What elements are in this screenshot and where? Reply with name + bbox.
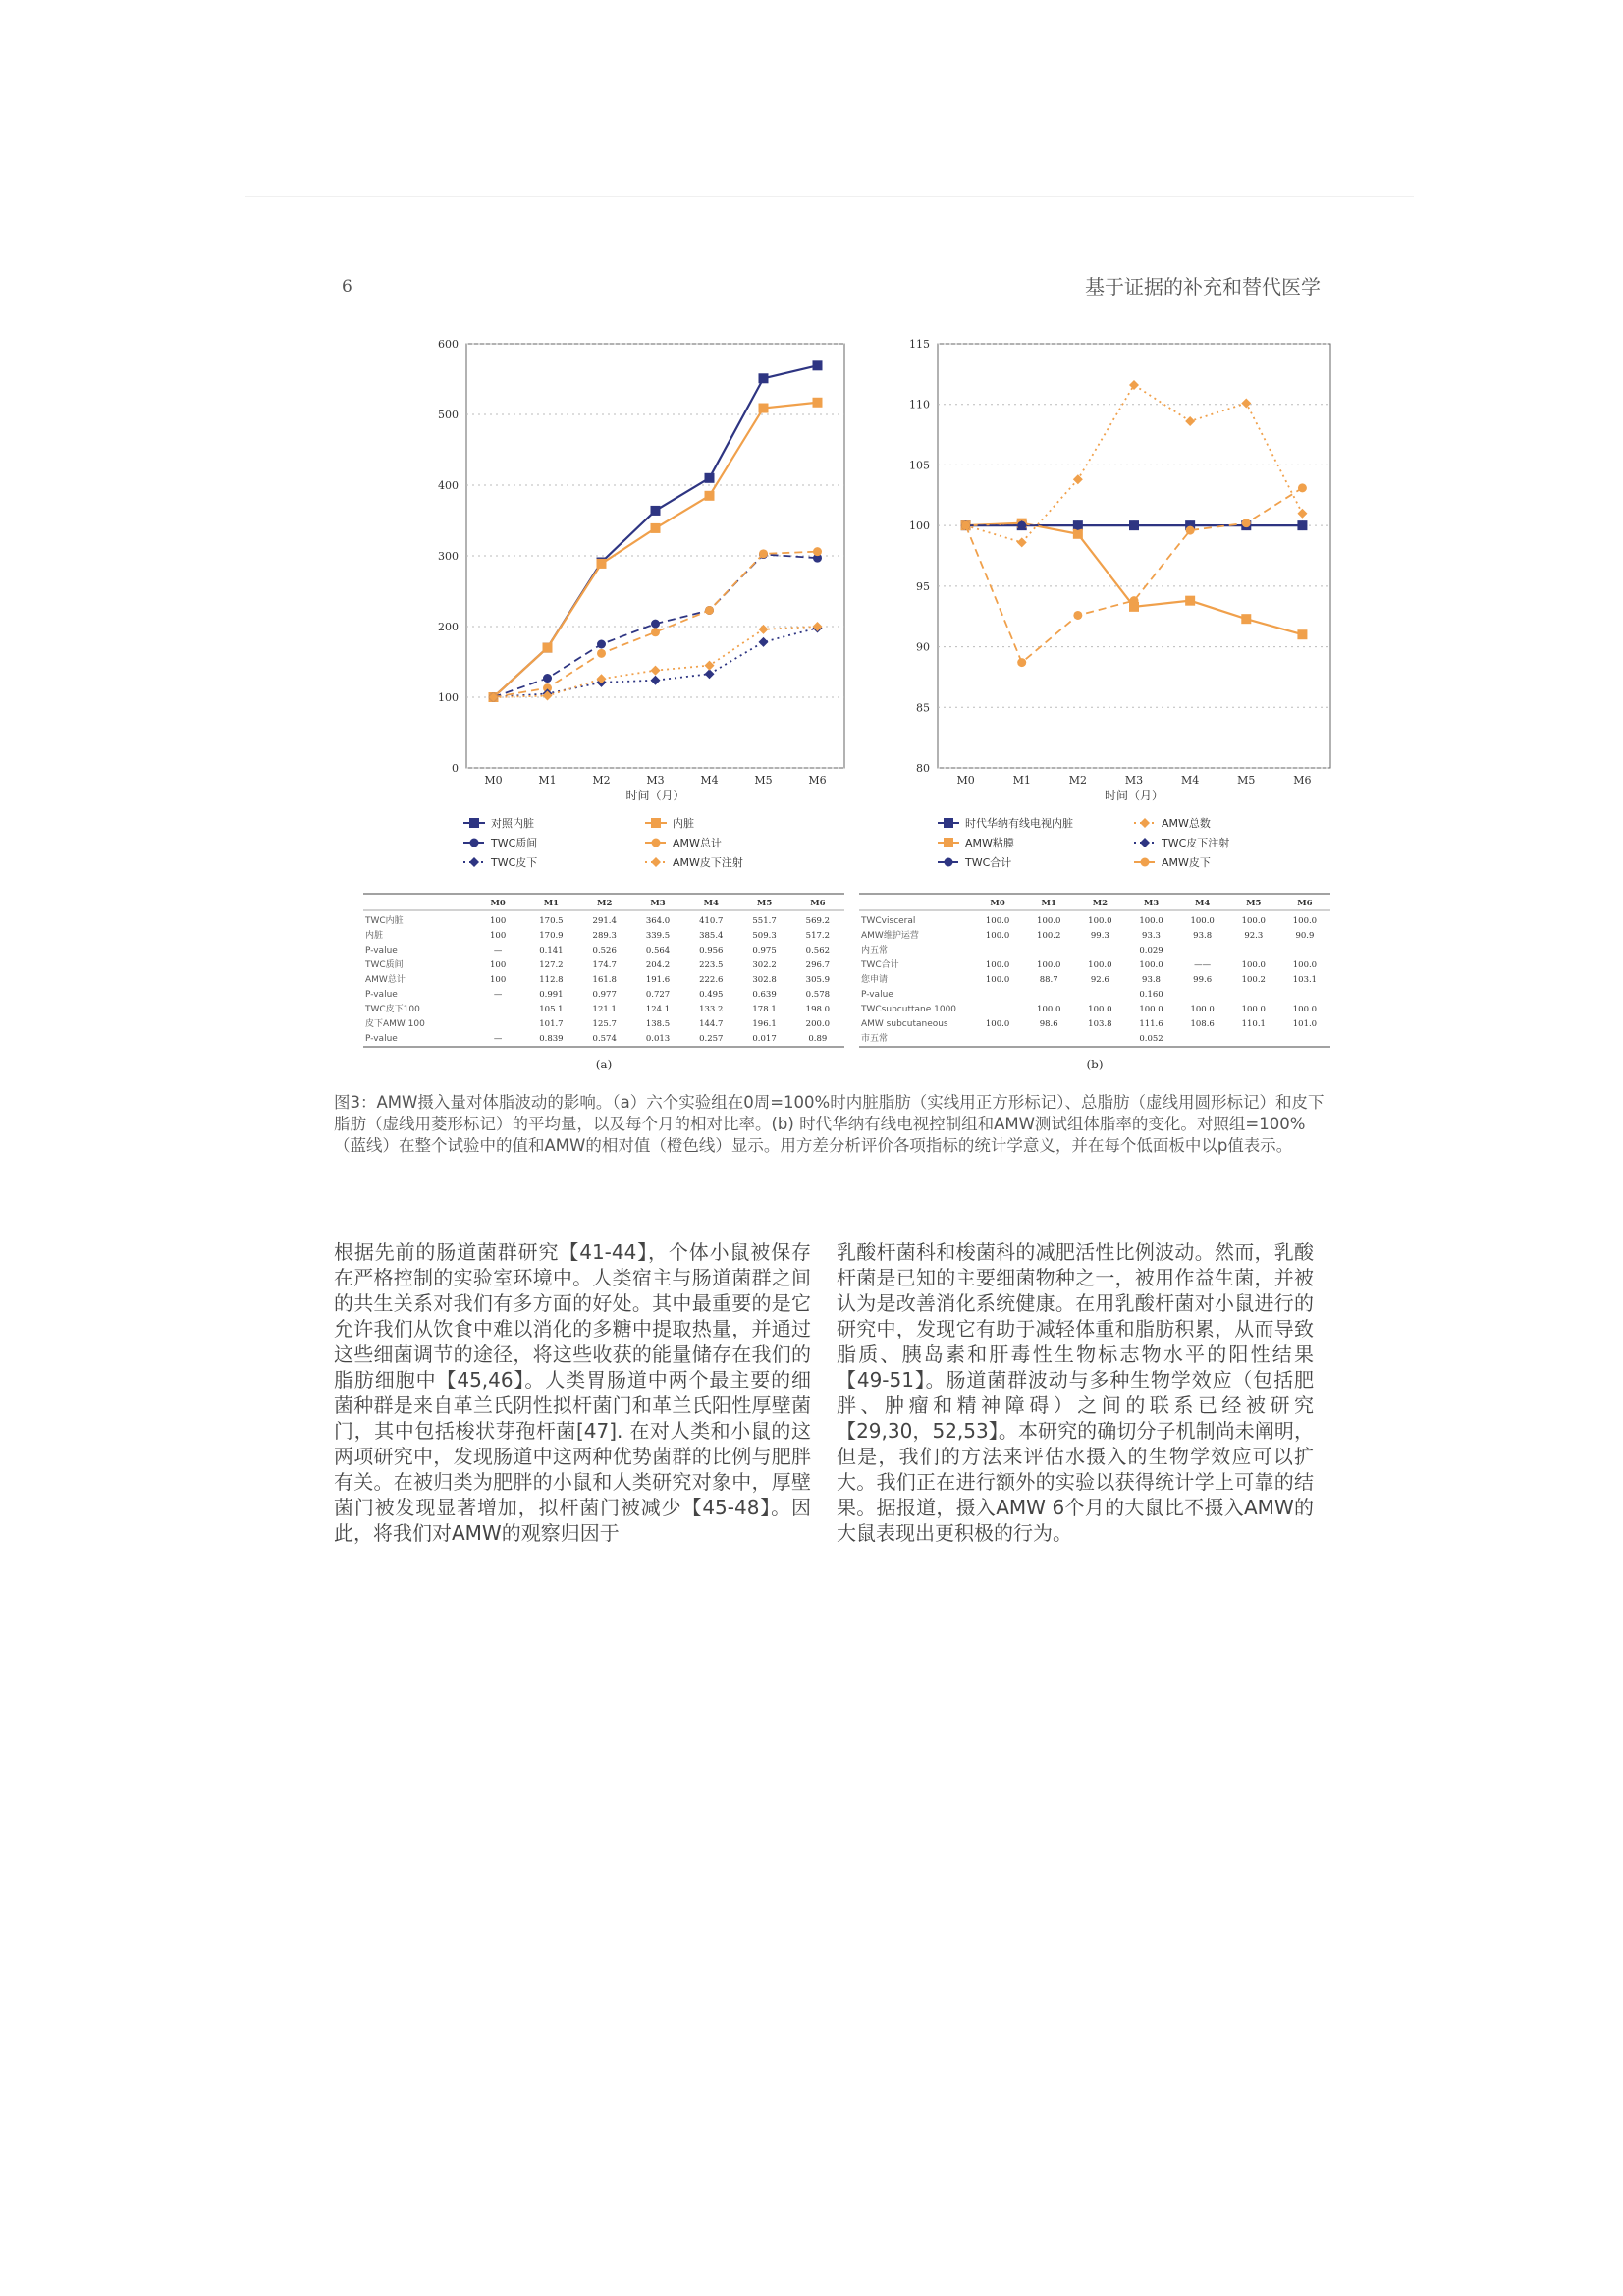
table-cell: 124.1 — [645, 1005, 671, 1014]
table-cell: 509.3 — [752, 931, 777, 941]
y-tick-label: 200 — [438, 621, 459, 633]
data-point — [1298, 483, 1307, 492]
table-cell: 100 — [490, 916, 507, 926]
table-cell: 100.0 — [985, 1019, 1010, 1029]
table-cell: 0.956 — [699, 946, 724, 956]
series-line — [494, 627, 818, 697]
legend-entry — [1134, 836, 1229, 849]
figure-caption: 图3：AMW摄入量对体脂波动的影响。（a）六个实验组在0周=100%时内脏脂肪（实线用正方形标记）、总脂肪（虚线用圆形标记）和皮下脂肪（虚线用菱形标记）的平均量，以及每个月的相对比率。(b) 时代华纳有线电视控制组和AMW测试组体脂率的变化。对照组=100%（蓝线）在整个试验中的值和AMW的相对值（橙色线）显示。用方差分析评价各项指标的统计学意义，并在每个低面板中以p值表示。 — [334, 1093, 1325, 1155]
table-cell: 0.495 — [699, 990, 724, 1000]
legend-swatch-marker — [944, 838, 953, 847]
data-point — [1297, 629, 1307, 639]
legend-swatch-marker — [944, 818, 953, 828]
legend-label: TWC皮下注射 — [1162, 837, 1230, 849]
series — [961, 519, 1308, 640]
data-point — [1242, 519, 1251, 527]
y-tick-label: 105 — [909, 459, 930, 472]
x-tick-label: M3 — [646, 774, 665, 787]
table-cell: 0.975 — [752, 946, 777, 956]
table-cell: 100.0 — [1241, 960, 1266, 970]
table-cell: 517.2 — [805, 931, 831, 941]
table-cell: 100.0 — [1139, 1005, 1163, 1014]
plot-frame — [938, 344, 1330, 768]
data-point — [597, 640, 606, 649]
table-row-label: TWCsubcuttane 1000 — [861, 1005, 957, 1014]
table-cell: 111.6 — [1139, 1019, 1163, 1029]
table-cell: — — [493, 1034, 503, 1044]
table-header-cell: M6 — [1297, 899, 1313, 908]
table-cell: 100.0 — [1088, 960, 1112, 970]
table-header-cell: M0 — [490, 899, 506, 908]
legend-label: AMW皮下 — [1162, 856, 1211, 869]
x-tick-label: M6 — [1293, 774, 1312, 787]
table-cell: 0.578 — [805, 990, 831, 1000]
table-row-label: 内五常 — [861, 946, 889, 956]
x-tick-label: M5 — [1237, 774, 1256, 787]
table-cell: 93.3 — [1142, 931, 1161, 941]
table-cell: 103.1 — [1292, 975, 1318, 985]
data-point — [1017, 658, 1026, 667]
table-cell: 100 — [490, 975, 507, 985]
table-cell: 0.257 — [699, 1034, 724, 1044]
data-point — [1073, 529, 1083, 539]
table-cell: 100 — [490, 960, 507, 970]
legend-entry — [645, 855, 743, 869]
legend-entry — [463, 855, 537, 869]
table-header-cell: M3 — [1143, 899, 1160, 908]
table-cell: 0.977 — [592, 990, 617, 1000]
y-tick-label: 600 — [438, 338, 459, 351]
x-tick-label: M0 — [956, 774, 975, 787]
table-cell: 174.7 — [592, 960, 617, 970]
table-cell: — — [493, 946, 503, 956]
x-axis-title: 时间（月） — [1104, 789, 1164, 802]
data-point — [1073, 474, 1083, 484]
figure-panel-a — [353, 334, 854, 1080]
data-point — [759, 625, 769, 634]
table-cell: 170.5 — [539, 916, 564, 926]
data-point — [705, 661, 715, 671]
panel-label: (b) — [1086, 1058, 1104, 1071]
data-point — [1017, 537, 1027, 547]
series-line — [494, 628, 818, 697]
table-cell: 196.1 — [752, 1019, 777, 1029]
legend-entry — [1134, 855, 1211, 869]
table-cell: 291.4 — [592, 916, 617, 926]
legend-entry — [645, 836, 722, 849]
x-tick-label: M5 — [754, 774, 773, 787]
table-cell: 108.6 — [1190, 1019, 1215, 1029]
table-cell: 105.1 — [539, 1005, 564, 1014]
table-header-cell: M0 — [990, 899, 1005, 908]
table-cell: 289.3 — [592, 931, 617, 941]
data-point — [1241, 398, 1251, 408]
table-cell: 0.991 — [539, 990, 564, 1000]
table-row-label: P-value — [365, 1034, 398, 1044]
data-point — [543, 643, 553, 653]
table-cell: 92.3 — [1244, 931, 1264, 941]
x-tick-label: M4 — [700, 774, 719, 787]
table-cell: 133.2 — [699, 1005, 724, 1014]
data-point — [759, 637, 769, 647]
table-row-label: TWC内脏 — [365, 916, 404, 926]
y-tick-label: 0 — [452, 762, 459, 775]
series-line — [966, 523, 1303, 635]
data-point — [813, 398, 823, 408]
table-cell: 100.0 — [985, 931, 1010, 941]
legend-entry — [463, 836, 537, 849]
legend-swatch-marker — [651, 857, 661, 867]
header-rule — [245, 196, 1414, 197]
data-point — [1129, 380, 1139, 390]
y-tick-label: 110 — [909, 398, 930, 411]
table-cell: 296.7 — [805, 960, 831, 970]
table-cell: 178.1 — [752, 1005, 777, 1014]
table-cell: 0.564 — [645, 946, 671, 956]
table-cell: 410.7 — [699, 916, 724, 926]
legend-label: AMW粘膜 — [965, 837, 1014, 849]
y-tick-label: 100 — [438, 691, 459, 704]
table-cell: 100.0 — [1241, 916, 1266, 926]
table-cell: — — [493, 990, 503, 1000]
legend-swatch-marker — [1141, 858, 1150, 867]
data-point — [651, 666, 661, 676]
table-header-cell: M2 — [1092, 899, 1109, 908]
table-cell: 101.7 — [539, 1019, 564, 1029]
legend-swatch-marker — [652, 839, 661, 847]
body-text-right-column: 乳酸杆菌科和梭菌科的减肥活性比例波动。然而，乳酸杆菌是已知的主要细菌物种之一，被用作益生菌，并被认为是改善消化系统健康。在用乳酸杆菌对小鼠进行的研究中，发现它有助于减轻体重和脂肪积累，从而导致脂质、胰岛素和肝毒性生物标志物水平的阳性结果【49-51】。肠道菌群波动与多种生物学效应（包括肥胖、肿瘤和精神障碍）之间的联系已经被研究【29,30，52,53】。本研究的确切分子机制尚未阐明，但是，我们的方法来评估水摄入的生物学效应可以扩大。我们正在进行额外的实验以获得统计学上可靠的结果。据报道，摄入AMW 6个月的大鼠比不摄入AMW的大鼠表现出更积极的行为。 — [837, 1240, 1314, 1545]
table-cell: 100.0 — [1037, 916, 1061, 926]
table-cell: 0.839 — [539, 1034, 564, 1044]
table-cell: 100.0 — [1088, 1005, 1112, 1014]
legend-label: 对照内脏 — [491, 817, 534, 830]
legend-label: AMW总数 — [1162, 817, 1211, 830]
legend-swatch-marker — [1140, 838, 1150, 847]
legend-label: 内脏 — [673, 817, 694, 830]
table-row-label: TWC合计 — [861, 960, 899, 970]
table-cell: 100 — [490, 931, 507, 941]
y-tick-label: 90 — [916, 640, 930, 654]
table-cell: 100.2 — [1241, 975, 1266, 985]
table-cell: 569.2 — [805, 916, 831, 926]
table-cell: 223.5 — [699, 960, 724, 970]
y-tick-label: 400 — [438, 479, 459, 492]
journal-title: 基于证据的补充和替代医学 — [1085, 275, 1321, 299]
data-point — [1186, 526, 1195, 535]
table-cell: 0.639 — [752, 990, 777, 1000]
table-cell: 144.7 — [699, 1019, 724, 1029]
table-cell: 100.0 — [1292, 916, 1318, 926]
table-cell: 93.8 — [1142, 975, 1161, 985]
data-point — [1130, 521, 1139, 530]
table-cell: 100.0 — [1292, 960, 1318, 970]
legend-entry — [938, 836, 1014, 849]
table-cell: 100.0 — [1190, 1005, 1215, 1014]
page-number: 6 — [342, 277, 352, 297]
data-point — [813, 547, 822, 556]
table-cell: 551.7 — [752, 916, 777, 926]
legend-swatch-marker — [651, 818, 661, 828]
y-tick-label: 100 — [909, 519, 930, 533]
table-cell: 0.727 — [645, 990, 671, 1000]
y-tick-label: 95 — [916, 579, 930, 593]
legend-entry — [1134, 816, 1211, 830]
table-cell: 101.0 — [1292, 1019, 1318, 1029]
x-tick-label: M1 — [1012, 774, 1031, 787]
table-cell: 92.6 — [1090, 975, 1109, 985]
table-cell: 198.0 — [805, 1005, 831, 1014]
table-cell: 88.7 — [1039, 975, 1058, 985]
table-cell: 99.3 — [1090, 931, 1109, 941]
table-cell: 100.0 — [985, 916, 1010, 926]
legend-label: AMW总计 — [673, 837, 722, 849]
y-tick-label: 85 — [916, 701, 930, 715]
table-header-cell: M6 — [810, 899, 826, 908]
table-cell: 204.2 — [645, 960, 671, 970]
table-cell: 0.052 — [1139, 1034, 1163, 1044]
table-cell: 0.526 — [592, 946, 617, 956]
data-point — [1297, 509, 1307, 519]
table-cell: 305.9 — [805, 975, 831, 985]
table-cell: 100.0 — [1292, 1005, 1318, 1014]
table-header-cell: M5 — [756, 899, 773, 908]
table-cell: 0.89 — [808, 1034, 828, 1044]
data-point — [1073, 521, 1082, 530]
x-tick-label: M2 — [592, 774, 611, 787]
table-cell: 170.9 — [539, 931, 564, 941]
legend-entry — [938, 816, 1073, 830]
series — [961, 483, 1307, 667]
table-row-label: TWC质间 — [365, 960, 404, 970]
data-point — [651, 506, 661, 516]
data-point — [597, 649, 606, 658]
data-point — [1241, 614, 1251, 624]
legend-label: TWC合计 — [965, 856, 1012, 869]
data-point — [1017, 521, 1026, 530]
legend-label: TWC皮下 — [491, 856, 538, 869]
series — [489, 398, 823, 702]
table-cell: 98.6 — [1039, 1019, 1058, 1029]
x-tick-label: M1 — [538, 774, 557, 787]
table-row-label: AMW总计 — [365, 975, 406, 985]
table-cell: 100.0 — [985, 975, 1010, 985]
figure-panel-b — [859, 334, 1340, 1080]
legend-label: AMW皮下注射 — [673, 856, 743, 869]
table-cell: 121.1 — [592, 1005, 617, 1014]
table-cell: 100.0 — [1241, 1005, 1266, 1014]
panel-label: (a) — [595, 1058, 613, 1071]
y-tick-label: 80 — [916, 762, 930, 775]
table-row-label: 您申请 — [861, 975, 889, 985]
table-cell: 0.013 — [645, 1034, 671, 1044]
table-row-label: P-value — [365, 946, 398, 956]
table-cell: 0.141 — [539, 946, 564, 956]
table-row-label: 皮下AMW 100 — [365, 1019, 425, 1029]
table-cell: 222.6 — [699, 975, 724, 985]
table-row-label: AMW维护运营 — [861, 931, 919, 941]
data-point — [1130, 596, 1139, 605]
x-tick-label: M2 — [1068, 774, 1087, 787]
table-cell: 339.5 — [645, 931, 671, 941]
table-cell: 125.7 — [592, 1019, 617, 1029]
data-point — [759, 549, 768, 558]
legend-swatch-marker — [469, 818, 479, 828]
table-cell: 0.562 — [805, 946, 831, 956]
data-point — [597, 559, 607, 569]
y-tick-label: 115 — [909, 338, 930, 351]
data-point — [813, 622, 823, 631]
data-point — [1298, 521, 1307, 530]
table-cell: 93.8 — [1193, 931, 1213, 941]
series-line — [494, 403, 818, 697]
table-cell: 302.8 — [752, 975, 777, 985]
legend-entry — [463, 816, 534, 830]
table-cell: 0.160 — [1139, 990, 1163, 1000]
table-row-label: AMW subcutaneous — [861, 1019, 948, 1029]
series-line — [966, 488, 1303, 663]
data-point — [705, 473, 715, 483]
table-cell: 138.5 — [645, 1019, 671, 1029]
table-row-label: P-value — [365, 990, 398, 1000]
table-cell: 100.2 — [1037, 931, 1061, 941]
table-cell: 100.0 — [1088, 916, 1112, 926]
legend-entry — [645, 816, 694, 830]
table-cell: 103.8 — [1088, 1019, 1112, 1029]
data-point — [705, 606, 714, 615]
legend-swatch-marker — [945, 858, 953, 867]
legend-entry — [938, 855, 1011, 869]
data-point — [651, 523, 661, 533]
data-point — [961, 521, 970, 530]
table-header-cell: M3 — [650, 899, 666, 908]
table-header-cell: M4 — [1194, 899, 1211, 908]
y-tick-label: 500 — [438, 409, 459, 421]
table-header-cell: M1 — [543, 899, 560, 908]
data-point — [759, 404, 769, 413]
y-tick-label: 300 — [438, 550, 459, 563]
data-point — [705, 669, 715, 679]
table-cell: 99.6 — [1193, 975, 1213, 985]
data-point — [543, 674, 552, 683]
table-cell: 191.6 — [645, 975, 671, 985]
table-header-cell: M4 — [703, 899, 719, 908]
data-point — [651, 628, 660, 636]
table-cell: 127.2 — [539, 960, 564, 970]
series-line — [966, 385, 1303, 542]
legend-swatch-marker — [469, 857, 479, 867]
legend-label: TWC质间 — [491, 837, 538, 849]
table-row-label: TWCvisceral — [861, 916, 916, 926]
table-row-label: P-value — [861, 990, 893, 1000]
table-cell: 100.0 — [1139, 960, 1163, 970]
table-cell: 161.8 — [592, 975, 617, 985]
x-tick-label: M3 — [1124, 774, 1144, 787]
table-cell: 0.574 — [592, 1034, 617, 1044]
data-point — [651, 620, 660, 629]
body-text-left-column: 根据先前的肠道菌群研究【41-44】，个体小鼠被保存在严格控制的实验室环境中。人类宿主与肠道菌群之间的共生关系对我们有多方面的好处。其中最重要的是它允许我们从饮食中难以消化的多糖中提取热量，并通过这些细菌调节的途径，将这些收获的能量储存在我们的脂肪细胞中【45,46】。人类胃肠道中两个最主要的细菌种群是来自革兰氏阴性拟杆菌门和革兰氏阳性厚壁菌门，其中包括梭状芽孢杆菌[47]. 在对人类和小鼠的这两项研究中，发现肠道中这两种优势菌群的比例与肥胖有关。在被归类为肥胖的小鼠和人类研究对象中，厚壁菌门被发现显著增加，拟杆菌门被减少【45-48】。因此，将我们对AMW的观察归因于 — [334, 1240, 811, 1545]
data-point — [1185, 596, 1195, 606]
x-tick-label: M4 — [1181, 774, 1200, 787]
table-header-cell: M1 — [1041, 899, 1056, 908]
table-row-label: 内脏 — [365, 931, 384, 941]
table-cell: 110.1 — [1241, 1019, 1266, 1029]
table-cell: 100.0 — [1190, 916, 1215, 926]
table-row-label: 市五常 — [861, 1034, 889, 1044]
table-row-label: TWC皮下100 — [365, 1005, 420, 1014]
x-axis-title: 时间（月） — [625, 789, 685, 802]
table-header-cell: M2 — [597, 899, 613, 908]
data-point — [759, 373, 769, 383]
legend-swatch-marker — [1140, 818, 1150, 828]
table-cell: 112.8 — [539, 975, 564, 985]
table-cell: 385.4 — [699, 931, 724, 941]
table-cell: 364.0 — [645, 916, 671, 926]
table-cell: 100.0 — [1037, 1005, 1061, 1014]
data-point — [813, 360, 823, 370]
table-cell: 0.017 — [752, 1034, 777, 1044]
table-cell: 100.0 — [985, 960, 1010, 970]
table-cell: 200.0 — [805, 1019, 831, 1029]
legend-label: 时代华纳有线电视内脏 — [965, 817, 1073, 830]
data-point — [705, 491, 715, 501]
table-cell: 100.0 — [1139, 916, 1163, 926]
data-point — [1185, 416, 1195, 426]
table-cell: 90.9 — [1295, 931, 1315, 941]
table-cell: —— — [1194, 960, 1212, 970]
table-header-cell: M5 — [1246, 899, 1262, 908]
data-point — [1073, 611, 1082, 620]
table-cell: 302.2 — [752, 960, 777, 970]
legend-swatch-marker — [470, 839, 479, 847]
table-cell: 100.0 — [1037, 960, 1061, 970]
data-point — [651, 676, 661, 685]
x-tick-label: M0 — [484, 774, 503, 787]
x-tick-label: M6 — [808, 774, 827, 787]
table-cell: 0.029 — [1139, 946, 1163, 956]
